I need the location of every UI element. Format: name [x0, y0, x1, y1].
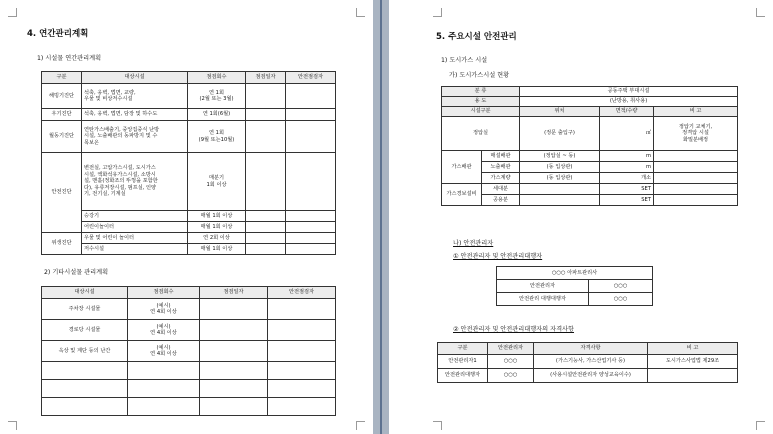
row-frequency: 연 1회 (9월 또는10월) [188, 121, 246, 153]
page-divider [380, 0, 382, 434]
pipe-name: 매설배관 [482, 151, 520, 162]
empty-cell[interactable] [200, 398, 268, 416]
empty-cell[interactable] [268, 362, 336, 380]
row-date-cell[interactable] [246, 211, 286, 222]
row-frequency: (예시) 연 4회 이상 [128, 299, 200, 320]
empty-cell[interactable] [200, 380, 268, 398]
row-date-cell[interactable] [246, 222, 286, 233]
table-header: 대상시설 [42, 287, 128, 299]
row-inspector-cell[interactable] [286, 121, 336, 153]
empty-cell[interactable] [42, 362, 128, 380]
qualification-table [437, 342, 738, 383]
row-date-cell[interactable] [246, 233, 286, 244]
row-frequency: 연 1회(6월) [188, 109, 246, 121]
group-label: 가스경보설비 [442, 184, 482, 206]
info-label: 분 류 [442, 87, 520, 97]
table-header: 구분 [438, 343, 488, 355]
subsection-title: 2) 기타시설물 관리계획 [44, 269, 109, 276]
governor-name: 정압실 [442, 117, 520, 151]
subsection-title: 가) 도시가스시설 현황 [449, 72, 510, 79]
row-frequency: 매월 1회 이상 [188, 244, 246, 255]
row-date-cell[interactable] [246, 121, 286, 153]
row-target: 어린이놀이터 [82, 222, 188, 233]
alarm-unit: SET [600, 184, 654, 195]
note-cell[interactable] [654, 173, 738, 184]
empty-cell[interactable] [200, 362, 268, 380]
other-facilities-table [41, 286, 336, 416]
qual-requirement: (가스기능사, 가스산업기사 등) [534, 355, 648, 369]
row-category: 안전진단 [42, 153, 82, 233]
table-header: 면적/수량 [600, 107, 654, 117]
manager-label: 안전관리 대행대행자 [497, 293, 589, 306]
manager-label: 안전관리자 [497, 280, 589, 293]
note-cell[interactable] [654, 184, 738, 195]
qual-note[interactable] [648, 369, 738, 383]
table-header: 비 고 [648, 343, 738, 355]
manager-value: ○○○ [589, 280, 653, 293]
manager-title: ○○○ 아파트관리사 [497, 267, 653, 280]
empty-cell[interactable] [42, 398, 128, 416]
manager-value: ○○○ [589, 293, 653, 306]
group-label: 가스배관 [442, 151, 482, 184]
governor-location: (정문 출입구) [520, 117, 600, 151]
location-cell[interactable] [520, 184, 600, 195]
row-category: 우기진단 [42, 109, 82, 121]
table-header: 점검일자 [200, 287, 268, 299]
info-label: 용 도 [442, 97, 520, 107]
pipe-location: (동 입상관) [520, 162, 600, 173]
table-header: 자격사항 [534, 343, 648, 355]
row-target: 변전실, 고압가스시설, 도시가스 시설, 액화석유가스시설, 소방시 설, 맨홀(정화조의 뚜껑을 포함한 다), 유류저장시설, 펌프실, 인양 기, 전기실, 기계실 [82, 153, 188, 211]
row-inspector-cell[interactable] [286, 222, 336, 233]
qual-name: ○○○ [488, 369, 534, 383]
empty-cell[interactable] [128, 362, 200, 380]
table-header: 안전점검자 [268, 287, 336, 299]
safety-manager-table [496, 266, 653, 306]
row-frequency: 매분기 1회 이상 [188, 153, 246, 211]
qual-category: 안전관리자1 [438, 355, 488, 369]
table-header: 점검회수 [128, 287, 200, 299]
pipe-name: 가스계량 [482, 173, 520, 184]
row-target: 저수시설 [82, 244, 188, 255]
empty-cell[interactable] [128, 380, 200, 398]
row-frequency: 매월 1회 이상 [188, 211, 246, 222]
row-target: 석축, 옹벽, 법면, 담장 및 하수도 [82, 109, 188, 121]
qual-requirement: (사용시설안전관리자 양성교육이수) [534, 369, 648, 383]
alarm-name: 공용분 [482, 195, 520, 206]
row-date-cell[interactable] [200, 320, 268, 341]
row-inspector-cell[interactable] [268, 341, 336, 362]
table-header: 대상시설 [82, 72, 188, 84]
pipe-unit: m [600, 151, 654, 162]
row-frequency: (예시) 연 4회 이상 [128, 320, 200, 341]
note-cell[interactable] [654, 151, 738, 162]
pipe-unit: m [600, 162, 654, 173]
pipe-location: (정압실 ~ 동) [520, 151, 600, 162]
section-title: 4. 연간관리계획 [27, 29, 89, 39]
row-date-cell[interactable] [246, 153, 286, 211]
subsection-title: ② 안전관리자 및 안전관리대행자의 자격사항 [453, 326, 575, 333]
row-inspector-cell[interactable] [286, 211, 336, 222]
qual-note: 도시가스사업법 제29조 [648, 355, 738, 369]
empty-cell[interactable] [268, 380, 336, 398]
table-header: 비 고 [654, 107, 738, 117]
alarm-name: 세대분 [482, 184, 520, 195]
row-date-cell[interactable] [200, 299, 268, 320]
row-date-cell[interactable] [246, 244, 286, 255]
row-date-cell[interactable] [246, 109, 286, 121]
left-document-page [0, 0, 373, 434]
gas-facility-table [441, 86, 738, 206]
location-cell[interactable] [520, 195, 600, 206]
row-date-cell[interactable] [246, 84, 286, 109]
row-category: 위생진단 [42, 233, 82, 255]
subsection-title: 1) 도시가스 시설 [441, 57, 488, 64]
row-inspector-cell[interactable] [286, 84, 336, 109]
empty-cell[interactable] [128, 398, 200, 416]
subsection-title: ① 안전관리자 및 안전관리대행자 [453, 253, 543, 260]
row-target: 옥상 및 계단 등의 난간 [42, 341, 128, 362]
row-target: 승강기 [82, 211, 188, 222]
row-frequency: (예시) 연 4회 이상 [128, 341, 200, 362]
table-header: 시설구분 [442, 107, 520, 117]
row-target: 석축, 옹벽, 법면, 교량, 우물 및 비상저수시설 [82, 84, 188, 109]
table-header: 구분 [42, 72, 82, 84]
row-frequency: 매월 1회 이상 [188, 222, 246, 233]
empty-cell[interactable] [268, 398, 336, 416]
info-value: (난방용, 취사용) [520, 97, 738, 107]
table-header: 안전관리자 [488, 343, 534, 355]
pipe-location: (동 입상관) [520, 173, 600, 184]
pipe-name: 노출배관 [482, 162, 520, 173]
qual-category: 안전관리대행자 [438, 369, 488, 383]
qual-name: ○○○ [488, 355, 534, 369]
row-inspector-cell[interactable] [268, 299, 336, 320]
governor-note: 정압기 교체기, 정격압 시설 화밀분배정 [654, 117, 738, 151]
row-inspector-cell[interactable] [286, 244, 336, 255]
note-cell[interactable] [654, 195, 738, 206]
governor-unit: ㎡ [600, 117, 654, 151]
note-cell[interactable] [654, 162, 738, 173]
table-header: 점검일자 [246, 72, 286, 84]
row-inspector-cell[interactable] [286, 233, 336, 244]
row-target: 연탄가스배출기, 중앙집중식 난방 시설, 노출배관의 동파방지 및 수 목보온 [82, 121, 188, 153]
table-header: 안전점검자 [286, 72, 336, 84]
empty-cell[interactable] [42, 380, 128, 398]
subsection-title: 1) 시설물 연간관리계획 [37, 55, 102, 62]
row-inspector-cell[interactable] [268, 320, 336, 341]
annual-plan-table [41, 71, 336, 255]
row-frequency: 연 2회 이상 [188, 233, 246, 244]
row-category: 해빙기진단 [42, 84, 82, 109]
alarm-unit: SET [600, 195, 654, 206]
row-inspector-cell[interactable] [286, 109, 336, 121]
row-frequency: 연 1회 (2월 또는 3월) [188, 84, 246, 109]
table-header: 위치 [520, 107, 600, 117]
row-date-cell[interactable] [200, 341, 268, 362]
section-title: 5. 주요시설 안전관리 [436, 32, 517, 42]
row-target: 경로당 시설물 [42, 320, 128, 341]
right-document-page [389, 0, 773, 434]
subsection-title: 나) 안전관리자 [453, 240, 494, 247]
row-target: 우물 및 어린이 놀이터 [82, 233, 188, 244]
row-inspector-cell[interactable] [286, 153, 336, 211]
row-target: 주차장 시설물 [42, 299, 128, 320]
info-value: 공동주택 부대시설 [520, 87, 738, 97]
pipe-unit: 개소 [600, 173, 654, 184]
table-header: 점검회수 [188, 72, 246, 84]
row-category: 월동기진단 [42, 121, 82, 153]
